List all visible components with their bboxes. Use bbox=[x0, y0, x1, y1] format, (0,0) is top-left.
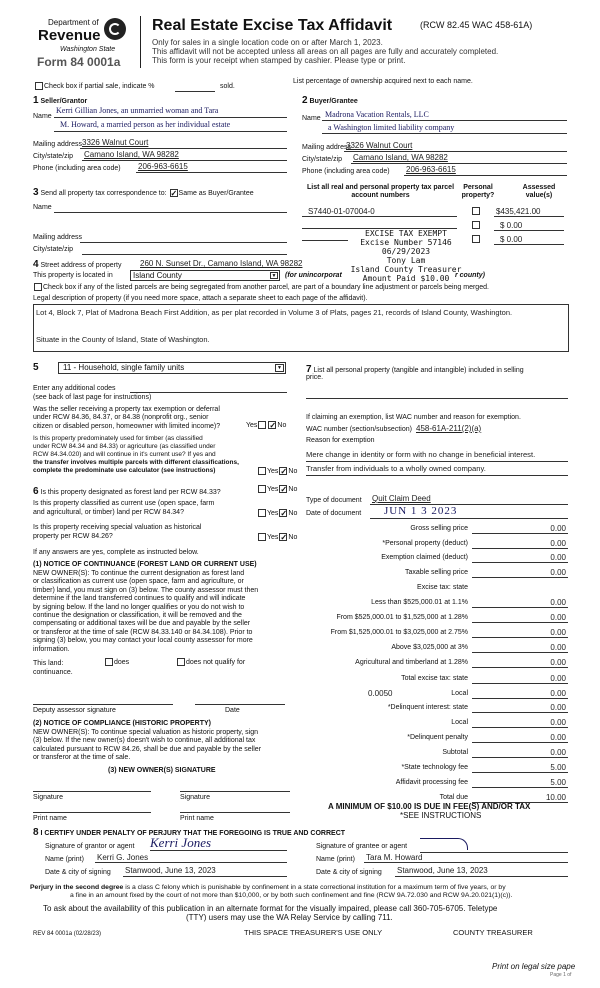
q-timber-5: complete the predominate use calculator (see instructions) bbox=[33, 467, 216, 474]
calc-value[interactable]: 0.00 bbox=[550, 524, 566, 533]
legal-size-note: Print on legal size pape bbox=[492, 962, 576, 971]
personal-property-checkbox-1[interactable] bbox=[472, 207, 480, 215]
calc-value[interactable]: 10.00 bbox=[545, 793, 566, 802]
notice-continuance-title: (1) NOTICE OF CONTINUANCE (FOREST LAND OR CURRENT USE) bbox=[33, 561, 257, 568]
segregated-checkbox[interactable] bbox=[34, 283, 42, 291]
grantee-name[interactable]: Tara M. Howard bbox=[366, 853, 423, 862]
alt-format-line-1: To ask about the availability of this publication in an alternate format for the visually impaired, please call 360-705-6705. Teletype bbox=[43, 904, 498, 913]
partial-sale-row: Check box if partial sale, indicate % bbox=[34, 82, 155, 91]
calc-value[interactable]: 0.00 bbox=[550, 733, 566, 742]
section-4: 4 Street address of property bbox=[33, 259, 122, 270]
q-timber-2: under RCW 84.34 and 84.33) or agriculture (as classified under bbox=[33, 443, 216, 450]
notice-compliance-text: NEW OWNER(S): To continue special valuation as historic property, sign (3) below. If the new owner(s) doesn't wish to continue, all additional tax calculated pursuant to RCW 84.26, shall be due and payable by the seller or transferor at the time of sale. bbox=[33, 729, 262, 762]
currentuse-no-checkbox[interactable]: ✓ bbox=[280, 509, 288, 518]
calc-label: Local bbox=[451, 690, 468, 697]
seller-mail-label: Mailing address bbox=[33, 141, 83, 148]
owner-sig-label-2: Signature bbox=[180, 794, 210, 801]
q-exemption-1: Was the seller receiving a property tax exemption or deferral bbox=[33, 406, 220, 413]
calc-value[interactable]: 0.00 bbox=[550, 748, 566, 757]
codes-label: Enter any additional codes bbox=[33, 385, 116, 392]
legal-line-1: Lot 4, Block 7, Plat of Madrona Beach First Addition, as per plat recorded in Volume 3 of Plats, pages 21, records of Island County, Washington. bbox=[36, 308, 513, 317]
revision-label: REV 84 0001a (02/28/23) bbox=[33, 931, 102, 937]
perjury-line-2: a fine in an amount fixed by the court of not more than $10,000, or by both such confinement and fine (RCW 9A.72.030 and RCW 9A.20.021(1)(c)). bbox=[70, 892, 513, 899]
parcel-number[interactable]: S7440-01-07004-0 bbox=[308, 207, 375, 216]
personal-property-checkbox-2[interactable] bbox=[472, 221, 480, 229]
notice-compliance-title: (2) NOTICE OF COMPLIANCE (HISTORIC PROPERTY) bbox=[33, 720, 211, 727]
if-any-note: If any answers are yes, complete as instructed below. bbox=[33, 549, 199, 556]
chevron-down-icon: ▼ bbox=[271, 273, 277, 279]
calc-label: Less than $525,000.01 at 1.1% bbox=[371, 599, 468, 606]
header-divider bbox=[140, 16, 141, 68]
grantor-date[interactable]: Stanwood, June 13, 2023 bbox=[125, 866, 216, 875]
alt-format-line-2: (TTY) users may use the WA Relay Service by calling 711. bbox=[186, 913, 393, 922]
local-rate[interactable]: 0.0050 bbox=[368, 689, 393, 698]
county-treasurer-label: COUNTY TREASURER bbox=[453, 928, 533, 937]
calc-value[interactable]: 0.00 bbox=[550, 658, 566, 667]
grantor-name[interactable]: Kerri G. Jones bbox=[97, 853, 149, 862]
calc-value[interactable]: 0.00 bbox=[550, 703, 566, 712]
buyer-phone-label: Phone (including area code) bbox=[302, 168, 390, 175]
reason-label: Reason for exemption bbox=[306, 437, 375, 444]
historic-yes-checkbox[interactable] bbox=[258, 533, 266, 541]
state-label: Washington State bbox=[60, 46, 116, 53]
buyer-name-1[interactable]: Madrona Vacation Rentals, LLC bbox=[325, 110, 429, 119]
calc-value[interactable]: 0.00 bbox=[550, 628, 566, 637]
minimum-due: A MINIMUM OF $10.00 IS DUE IN FEE(S) AND/OR TAX bbox=[328, 802, 531, 811]
historic-no-checkbox[interactable]: ✓ bbox=[280, 533, 288, 542]
section-8: 8 I CERTIFY UNDER PENALTY OF PERJURY THAT THE FOREGOING IS TRUE AND CORRECT bbox=[33, 827, 346, 838]
does-not-checkbox[interactable] bbox=[177, 658, 185, 666]
timber-yes-no: Yes ✓No bbox=[257, 467, 297, 476]
doc-date[interactable]: JUN 1 3 2023 bbox=[384, 505, 458, 517]
calc-label: *Delinquent interest: state bbox=[387, 704, 468, 711]
buyer-section: 2 Buyer/Grantee bbox=[302, 95, 358, 106]
calc-label: Subtotal bbox=[442, 749, 468, 756]
q-exemption-3: citizen or disabled person, homeowner with limited income)? bbox=[33, 423, 221, 430]
buyer-mail-label: Mailing address bbox=[302, 144, 352, 151]
section-6: 6 Is this property designated as forest land per RCW 84.33? bbox=[33, 486, 221, 497]
reason-line-1[interactable]: Mere change in identity or form with no change in beneficial interest. bbox=[306, 450, 536, 459]
treasurer-stamp: EXCISE TAX EXEMPT Excise Number 57146 06/29/2023 Tony Lam Island County Treasurer Amount Paid $10.00 bbox=[348, 229, 464, 283]
calc-label: Affidavit processing fee bbox=[395, 779, 468, 786]
doc-type-label: Type of document bbox=[306, 497, 362, 504]
county-tail: r county) bbox=[455, 272, 485, 279]
doc-date-label: Date of document bbox=[306, 510, 362, 517]
calc-value[interactable]: 0.00 bbox=[550, 568, 566, 577]
continuance-label: continuance. bbox=[33, 669, 73, 676]
section-5-num: 5 bbox=[33, 362, 39, 373]
legal-line-2: Situate in the County of Island, State of Washington. bbox=[36, 335, 210, 344]
grantee-date-label: Date & city of signing bbox=[316, 869, 382, 876]
buyer-name-label: Name bbox=[302, 115, 321, 122]
exemption-no-checkbox[interactable]: ✓ bbox=[269, 421, 277, 430]
buyer-mail[interactable]: 3326 Walnut Court bbox=[346, 141, 413, 150]
form-number: Form 84 0001a bbox=[37, 55, 121, 69]
buyer-city[interactable]: Camano Island, WA 98282 bbox=[353, 153, 448, 162]
seller-mail[interactable]: 3326 Walnut Court bbox=[82, 138, 149, 147]
chevron-down-icon: ▼ bbox=[275, 364, 284, 372]
calc-value[interactable]: 0.00 bbox=[550, 598, 566, 607]
currentuse-yes-no: Yes ✓No bbox=[257, 509, 297, 518]
calc-value[interactable]: 0.00 bbox=[550, 553, 566, 562]
calc-label: *Delinquent penalty bbox=[407, 734, 468, 741]
q-timber-1: Is this property predominately used for timber (as classified bbox=[33, 435, 203, 442]
exemption-question: If claiming an exemption, list WAC number and reason for exemption. bbox=[306, 414, 521, 421]
use-code-value: 11 - Household, single family units bbox=[63, 363, 185, 372]
page-title: Real Estate Excise Tax Affidavit bbox=[152, 17, 393, 34]
seller-name-1[interactable]: Kerri Gillian Jones, an unmarried woman and Tara bbox=[56, 106, 219, 115]
calc-label: Exemption claimed (deduct) bbox=[381, 554, 468, 561]
header-line-1: Only for sales in a single location code on or after March 1, 2023. bbox=[152, 38, 383, 47]
calc-label: Above $3,025,000 at 3% bbox=[391, 644, 468, 651]
seller-name-2[interactable]: M. Howard, a married person as her individual estate bbox=[60, 120, 231, 129]
perjury-line-1: Perjury in the second degree is a class C felony which is punishable by confinement in a state correctional institution for a maximum term of five years, or by bbox=[30, 884, 506, 891]
calc-label: Gross selling price bbox=[410, 525, 468, 532]
codes-help: (see back of last page for instructions) bbox=[33, 394, 152, 401]
use-code-select[interactable] bbox=[58, 362, 286, 374]
wac-label: WAC number (section/subsection) bbox=[306, 426, 412, 433]
s7-text-2: price. bbox=[306, 374, 324, 381]
does-checkbox[interactable] bbox=[105, 658, 113, 666]
calc-value[interactable]: 0.00 bbox=[550, 539, 566, 548]
personal-property-checkbox-3[interactable] bbox=[472, 235, 480, 243]
deputy-sig-label: Deputy assessor signature bbox=[33, 707, 116, 714]
assessed-value-1[interactable]: $435,421.00 bbox=[496, 207, 541, 216]
calc-value[interactable]: 0.00 bbox=[550, 674, 566, 683]
header-line-2: This affidavit will not be accepted unless all areas on all pages are fully and accurately completed. bbox=[152, 47, 499, 56]
q-historic-1: Is this property receiving special valuation as historical bbox=[33, 524, 202, 531]
forest-yes-checkbox[interactable] bbox=[258, 485, 266, 493]
q-currentuse-2: and agricultural, or timber) land per RCW 84.34? bbox=[33, 509, 184, 516]
doesnot-option: does not qualify for bbox=[176, 658, 245, 667]
calc-label: Total due bbox=[439, 794, 468, 801]
assessed-header: Assessed value(s) bbox=[522, 184, 556, 200]
seller-phone-label: Phone (including area code) bbox=[33, 165, 121, 172]
exemption-yes-checkbox[interactable] bbox=[258, 421, 266, 429]
exemption-yes-no: Yes ✓No bbox=[246, 421, 287, 430]
property-street[interactable]: 260 N. Sunset Dr., Camano Island, WA 98282 bbox=[140, 259, 303, 268]
parcels-header: List all real and personal property tax parcel account numbers bbox=[306, 184, 455, 200]
rcw-ref: (RCW 82.45 WAC 458-61A) bbox=[420, 20, 533, 30]
dept-label: Department of bbox=[48, 18, 99, 27]
calc-label: *Personal property (deduct) bbox=[382, 540, 468, 547]
county-select[interactable] bbox=[130, 270, 280, 281]
calc-label: Excise tax: state bbox=[417, 584, 468, 591]
section-3: 3 Send all property tax correspondence to: ✓Same as Buyer/Grantee bbox=[33, 187, 254, 199]
q-exemption-2: under RCW 84.36, 84.37, or 84.38 (nonprofit org., senior bbox=[33, 414, 209, 421]
notice-continuance-text: NEW OWNER(S): To continue the current designation as forest land or classification as current use (open space, farm and agriculture, or timber) land, you must sign on (3) below. The county assessor must then determine if the land transferred continues to qualify and will indicate by signing below. If the land no longer qualifies or you do not wish to continue the designation or classification, it will be removed and the compensating or additional taxes will be due and payable by the seller or transferor at the time of sale (RCW 84.33.140 or 84.34.108). Prior to signing (3) below, you may contact your local county assessor for more information. bbox=[33, 570, 259, 653]
this-land-label: This land: bbox=[33, 660, 64, 667]
buyer-city-label: City/state/zip bbox=[302, 156, 343, 163]
buyer-phone[interactable]: 206-963-6615 bbox=[406, 165, 456, 174]
calc-value[interactable]: 5.00 bbox=[550, 763, 566, 772]
forest-no-checkbox[interactable]: ✓ bbox=[280, 485, 288, 494]
seller-section: 1 Seller/Grantor bbox=[33, 95, 88, 106]
grantor-name-label: Name (print) bbox=[45, 856, 84, 863]
partial-sale-checkbox[interactable] bbox=[35, 82, 43, 90]
doc-type[interactable]: Quit Claim Deed bbox=[372, 494, 431, 503]
calc-label: From $1,525,000.01 to $3,025,000 at 2.75% bbox=[330, 629, 468, 636]
sold-label: sold. bbox=[220, 83, 235, 90]
calc-value[interactable]: 0.00 bbox=[550, 718, 566, 727]
grantee-date[interactable]: Stanwood, June 13, 2023 bbox=[397, 866, 488, 875]
q-currentuse-1: Is this property classified as current use (open space, farm bbox=[33, 500, 215, 507]
calc-label: *State technology fee bbox=[401, 764, 468, 771]
assessed-value-3[interactable]: $ 0.00 bbox=[500, 235, 523, 244]
calc-label: Agricultural and timberland at 1.28% bbox=[355, 659, 468, 666]
currentuse-yes-checkbox[interactable] bbox=[258, 509, 266, 517]
historic-yes-no: Yes ✓No bbox=[257, 533, 297, 542]
calc-label: Local bbox=[451, 719, 468, 726]
calc-value[interactable]: 0.00 bbox=[550, 643, 566, 652]
seller-city[interactable]: Camano Island, WA 98282 bbox=[84, 150, 179, 159]
see-instructions: *SEE INSTRUCTIONS bbox=[400, 811, 482, 820]
s3-name-label: Name bbox=[33, 204, 52, 211]
calc-value[interactable]: 0.00 bbox=[550, 613, 566, 622]
wac-number[interactable]: 458-61A-211(2)(a) bbox=[416, 424, 482, 433]
deputy-date-label: Date bbox=[225, 707, 240, 714]
section-7: 7 List all personal property (tangible and intangible) included in selling bbox=[306, 364, 524, 375]
owner-print-label-2: Print name bbox=[180, 815, 214, 822]
same-as-buyer-checkbox[interactable]: ✓ bbox=[170, 189, 178, 199]
grantee-sig-label: Signature of grantee or agent bbox=[316, 843, 408, 850]
q-historic-2: property per RCW 84.26? bbox=[33, 533, 113, 540]
grantee-signature[interactable] bbox=[420, 838, 468, 850]
unincorp-label: (for unincorporat bbox=[285, 272, 342, 279]
s3-city-label: City/state/zip bbox=[33, 246, 74, 253]
page-number: Page 1 of bbox=[550, 972, 572, 978]
dor-logo-icon bbox=[104, 18, 126, 40]
county-value: Island County bbox=[133, 271, 182, 280]
grantor-signature[interactable]: Kerri Jones bbox=[150, 835, 212, 850]
owner-print-label-1: Print name bbox=[33, 815, 67, 822]
owner-sig-label-1: Signature bbox=[33, 794, 63, 801]
timber-no-checkbox[interactable]: ✓ bbox=[280, 467, 288, 476]
calc-label: Taxable selling price bbox=[404, 569, 468, 576]
does-option: does bbox=[104, 658, 129, 667]
q-timber-4: the transfer involves multiple parcels with different classifications, bbox=[33, 459, 239, 466]
header-line-3: This form is your receipt when stamped by cashier. Please type or print. bbox=[152, 56, 406, 65]
grantor-sig-label: Signature of grantor or agent bbox=[45, 843, 135, 850]
new-owner-sig-title: (3) NEW OWNER(S) SIGNATURE bbox=[108, 767, 216, 774]
timber-yes-checkbox[interactable] bbox=[258, 467, 266, 475]
calc-value[interactable]: 5.00 bbox=[550, 778, 566, 787]
grantor-date-label: Date & city of signing bbox=[45, 869, 111, 876]
pct-note: List percentage of ownership acquired next to each name. bbox=[293, 78, 473, 85]
calc-label: Total excise tax: state bbox=[401, 675, 468, 682]
forest-yes-no: Yes ✓No bbox=[257, 485, 297, 494]
segregated-row: Check box if any of the listed parcels are being segregated from another parcel, are part of a boundary line adjustment or parcels being merged. bbox=[33, 283, 489, 292]
reason-line-2[interactable]: Transfer from individuals to a wholly owned company. bbox=[306, 464, 486, 473]
seller-phone[interactable]: 206-963-6615 bbox=[138, 162, 188, 171]
legal-label: Legal description of property (if you need more space, attach a separate sheet to each page of the affidavit). bbox=[33, 295, 368, 302]
calc-value[interactable]: 0.00 bbox=[550, 689, 566, 698]
calc-label: From $525,000.01 to $1,525,000 at 1.28% bbox=[336, 614, 468, 621]
seller-name-label: Name bbox=[33, 113, 52, 120]
located-label: This property is located in bbox=[33, 272, 113, 279]
s3-mail-label: Mailing address bbox=[33, 234, 83, 241]
treasurer-use-label: THIS SPACE TREASURER'S USE ONLY bbox=[244, 928, 383, 937]
revenue-logo-text: Revenue bbox=[38, 27, 101, 44]
seller-city-label: City/state/zip bbox=[33, 153, 74, 160]
personal-header: Personal property? bbox=[461, 184, 495, 200]
q-timber-3: RCW 84.34.020) and will continue in it's current use? If yes and bbox=[33, 451, 216, 458]
buyer-name-2[interactable]: a Washington limited liability company bbox=[328, 123, 455, 132]
grantee-name-label: Name (print) bbox=[316, 856, 355, 863]
assessed-value-2[interactable]: $ 0.00 bbox=[500, 221, 523, 230]
